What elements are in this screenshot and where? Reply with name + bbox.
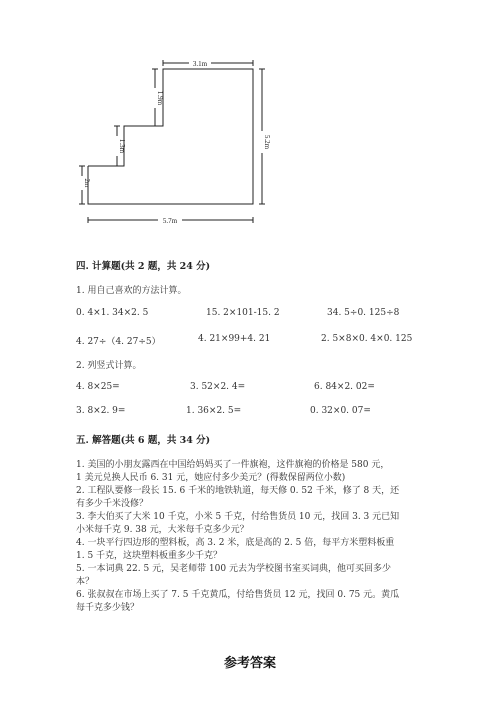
q2-item-6: 0. 32×0. 07= (310, 406, 371, 416)
s5-line-7: 4. 一块平行四边形的塑料板，高 3. 2 米，底是高的 2. 5 倍，每平方米塑料板重 (76, 538, 395, 548)
s5-line-12: 每千克多少钱？ (76, 603, 140, 613)
label-step-lower: 2m (83, 178, 91, 188)
q2-item-2: 3. 52×2. 4= (190, 382, 246, 392)
label-step-middle: 1.3m (118, 138, 126, 154)
s5-line-6: 小米每千克 9. 38 元，大米每千克多少元？ (76, 525, 249, 535)
s5-line-2: 1 美元兑换人民币 6. 31 元，她应付多少美元？(得数保留两位小数) (76, 473, 346, 483)
q1-item-3: 34. 5÷0. 125÷8 (327, 308, 400, 318)
q2-item-5: 1. 36×2. 5= (186, 406, 242, 416)
q2-item-3: 6. 84×2. 02= (314, 382, 375, 392)
label-step-upper: 1.9m (156, 90, 164, 106)
q1-item-5: 4. 21×99+4. 21 (198, 334, 271, 344)
s5-line-5: 3. 李大伯买了大米 10 千克，小米 5 千克，付给售货员 10 元，找回 3. 3 元已知 (76, 512, 400, 522)
q2-item-4: 3. 8×2. 9= (76, 406, 126, 416)
shape-outline (88, 69, 253, 204)
q1-item-4: 4. 27÷（4. 27÷5） (76, 337, 161, 347)
s5-line-9: 5. 一本词典 22. 5 元，吴老师带 100 元去为学校图书室买词典，他可买回多少 (76, 564, 391, 574)
section5-title: 五. 解答题(共 6 题，共 34 分) (76, 435, 211, 446)
s5-line-4: 有多少千米没修？ (76, 499, 149, 509)
q1-item-6: 2. 5×8×0. 4×0. 125 (321, 334, 413, 344)
section4-title: 四. 计算题(共 2 题，共 24 分) (76, 261, 211, 272)
s5-line-1: 1. 美国的小朋友露西在中国给妈妈买了一件旗袍，这件旗袍的价格是 580 元， (76, 460, 390, 470)
s5-line-8: 1. 5 千克，这块塑料板重多少千克？ (76, 551, 223, 561)
step-shape-figure (0, 0, 500, 240)
label-bottom: 5.7m (162, 217, 178, 225)
label-top: 3.1m (192, 60, 208, 68)
s5-line-3: 2. 工程队要修一段长 15. 6 千米的地铁轨道，每天修 0. 52 千米，修了 8 天，还 (76, 486, 400, 496)
section4-q1: 1. 用自己喜欢的方法计算。 (76, 286, 187, 296)
q2-item-1: 4. 8×25= (76, 382, 120, 392)
label-right: 5.2m (263, 134, 271, 150)
answer-key-title: 参考答案 (223, 656, 276, 671)
s5-line-11: 6. 张叔叔在市场上买了 7. 5 千克黄瓜，付给售货员 12 元，找回 0. 75 元。黄瓜 (76, 590, 400, 600)
s5-line-10: 本？ (76, 577, 95, 587)
q1-item-1: 0. 4×1. 34×2. 5 (76, 308, 149, 318)
q1-item-2: 15. 2×101-15. 2 (206, 308, 280, 318)
section4-q2: 2. 列竖式计算。 (76, 361, 142, 371)
